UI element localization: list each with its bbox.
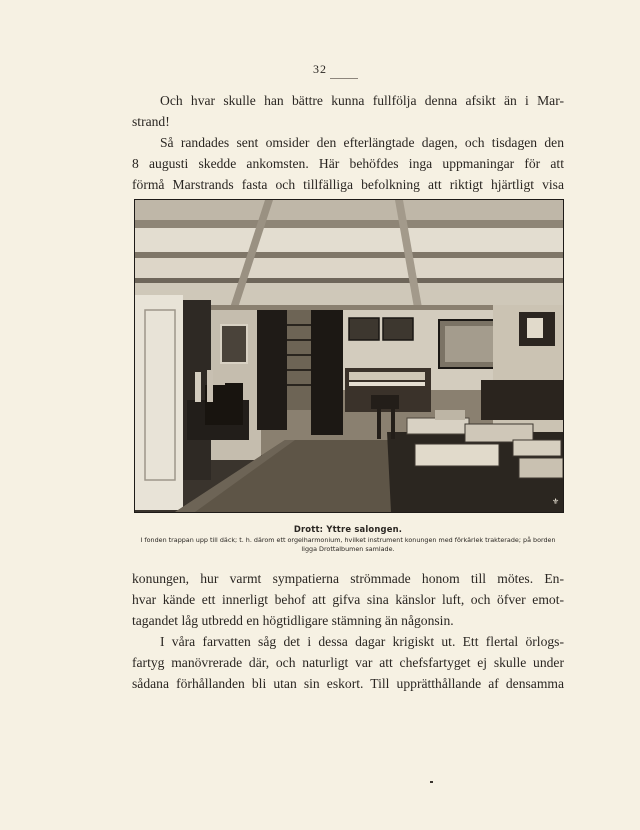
text-line: Så randades sent omsider den efterlängtade dagen, och tisdagen den [160, 135, 564, 150]
svg-text:⚜: ⚜ [552, 497, 560, 506]
page-number: 32 [313, 62, 327, 76]
text-line: strand! [132, 114, 170, 129]
text-line: fartyg manövrerade där, och naturligt var att chefsfartyget ej skulle under [132, 655, 564, 670]
text-line: tagandet låg utbredd en högtidligare stämning än någonsin. [132, 613, 454, 628]
text-line: Och hvar skulle han bättre kunna fullfölja denna afsikt än i Mar- [160, 93, 564, 108]
text-line: hvar kände ett innerligt behof att gifva sina känslor luft, och öfver emot- [132, 592, 564, 607]
paragraph-block-bottom [132, 568, 564, 694]
stray-ink-mark [430, 781, 433, 783]
photograph-salon [134, 199, 564, 513]
page-number-rule [330, 78, 358, 79]
text-line: I våra farvatten såg det i dessa dagar krigiskt ut. Ett flertal örlogs- [160, 634, 564, 649]
figure-caption [132, 524, 564, 554]
text-line: 8 augusti skedde ankomsten. Här behöfdes inga uppmaningar för att [132, 156, 564, 171]
caption-title: Drott: Yttre salongen. [293, 524, 403, 534]
text-line: sådana förhållanden bli utan sin eskort. Till upprätthållande af densamma [132, 676, 564, 691]
text-line: förmå Marstrands fasta och tillfälliga befolkning att riktigt hjärtligt visa [132, 177, 564, 192]
paragraph-block-top [132, 90, 564, 195]
caption-text: I fonden trappan upp till däck; t. h. därom ett orgelharmonium, hvilket instrument konungen med förkärlek trakterade; på borden ligga Drottalbumen samlade. [140, 536, 556, 553]
text-line: konungen, hur varmt sympatierna strömmade honom till mötes. En- [132, 571, 564, 586]
